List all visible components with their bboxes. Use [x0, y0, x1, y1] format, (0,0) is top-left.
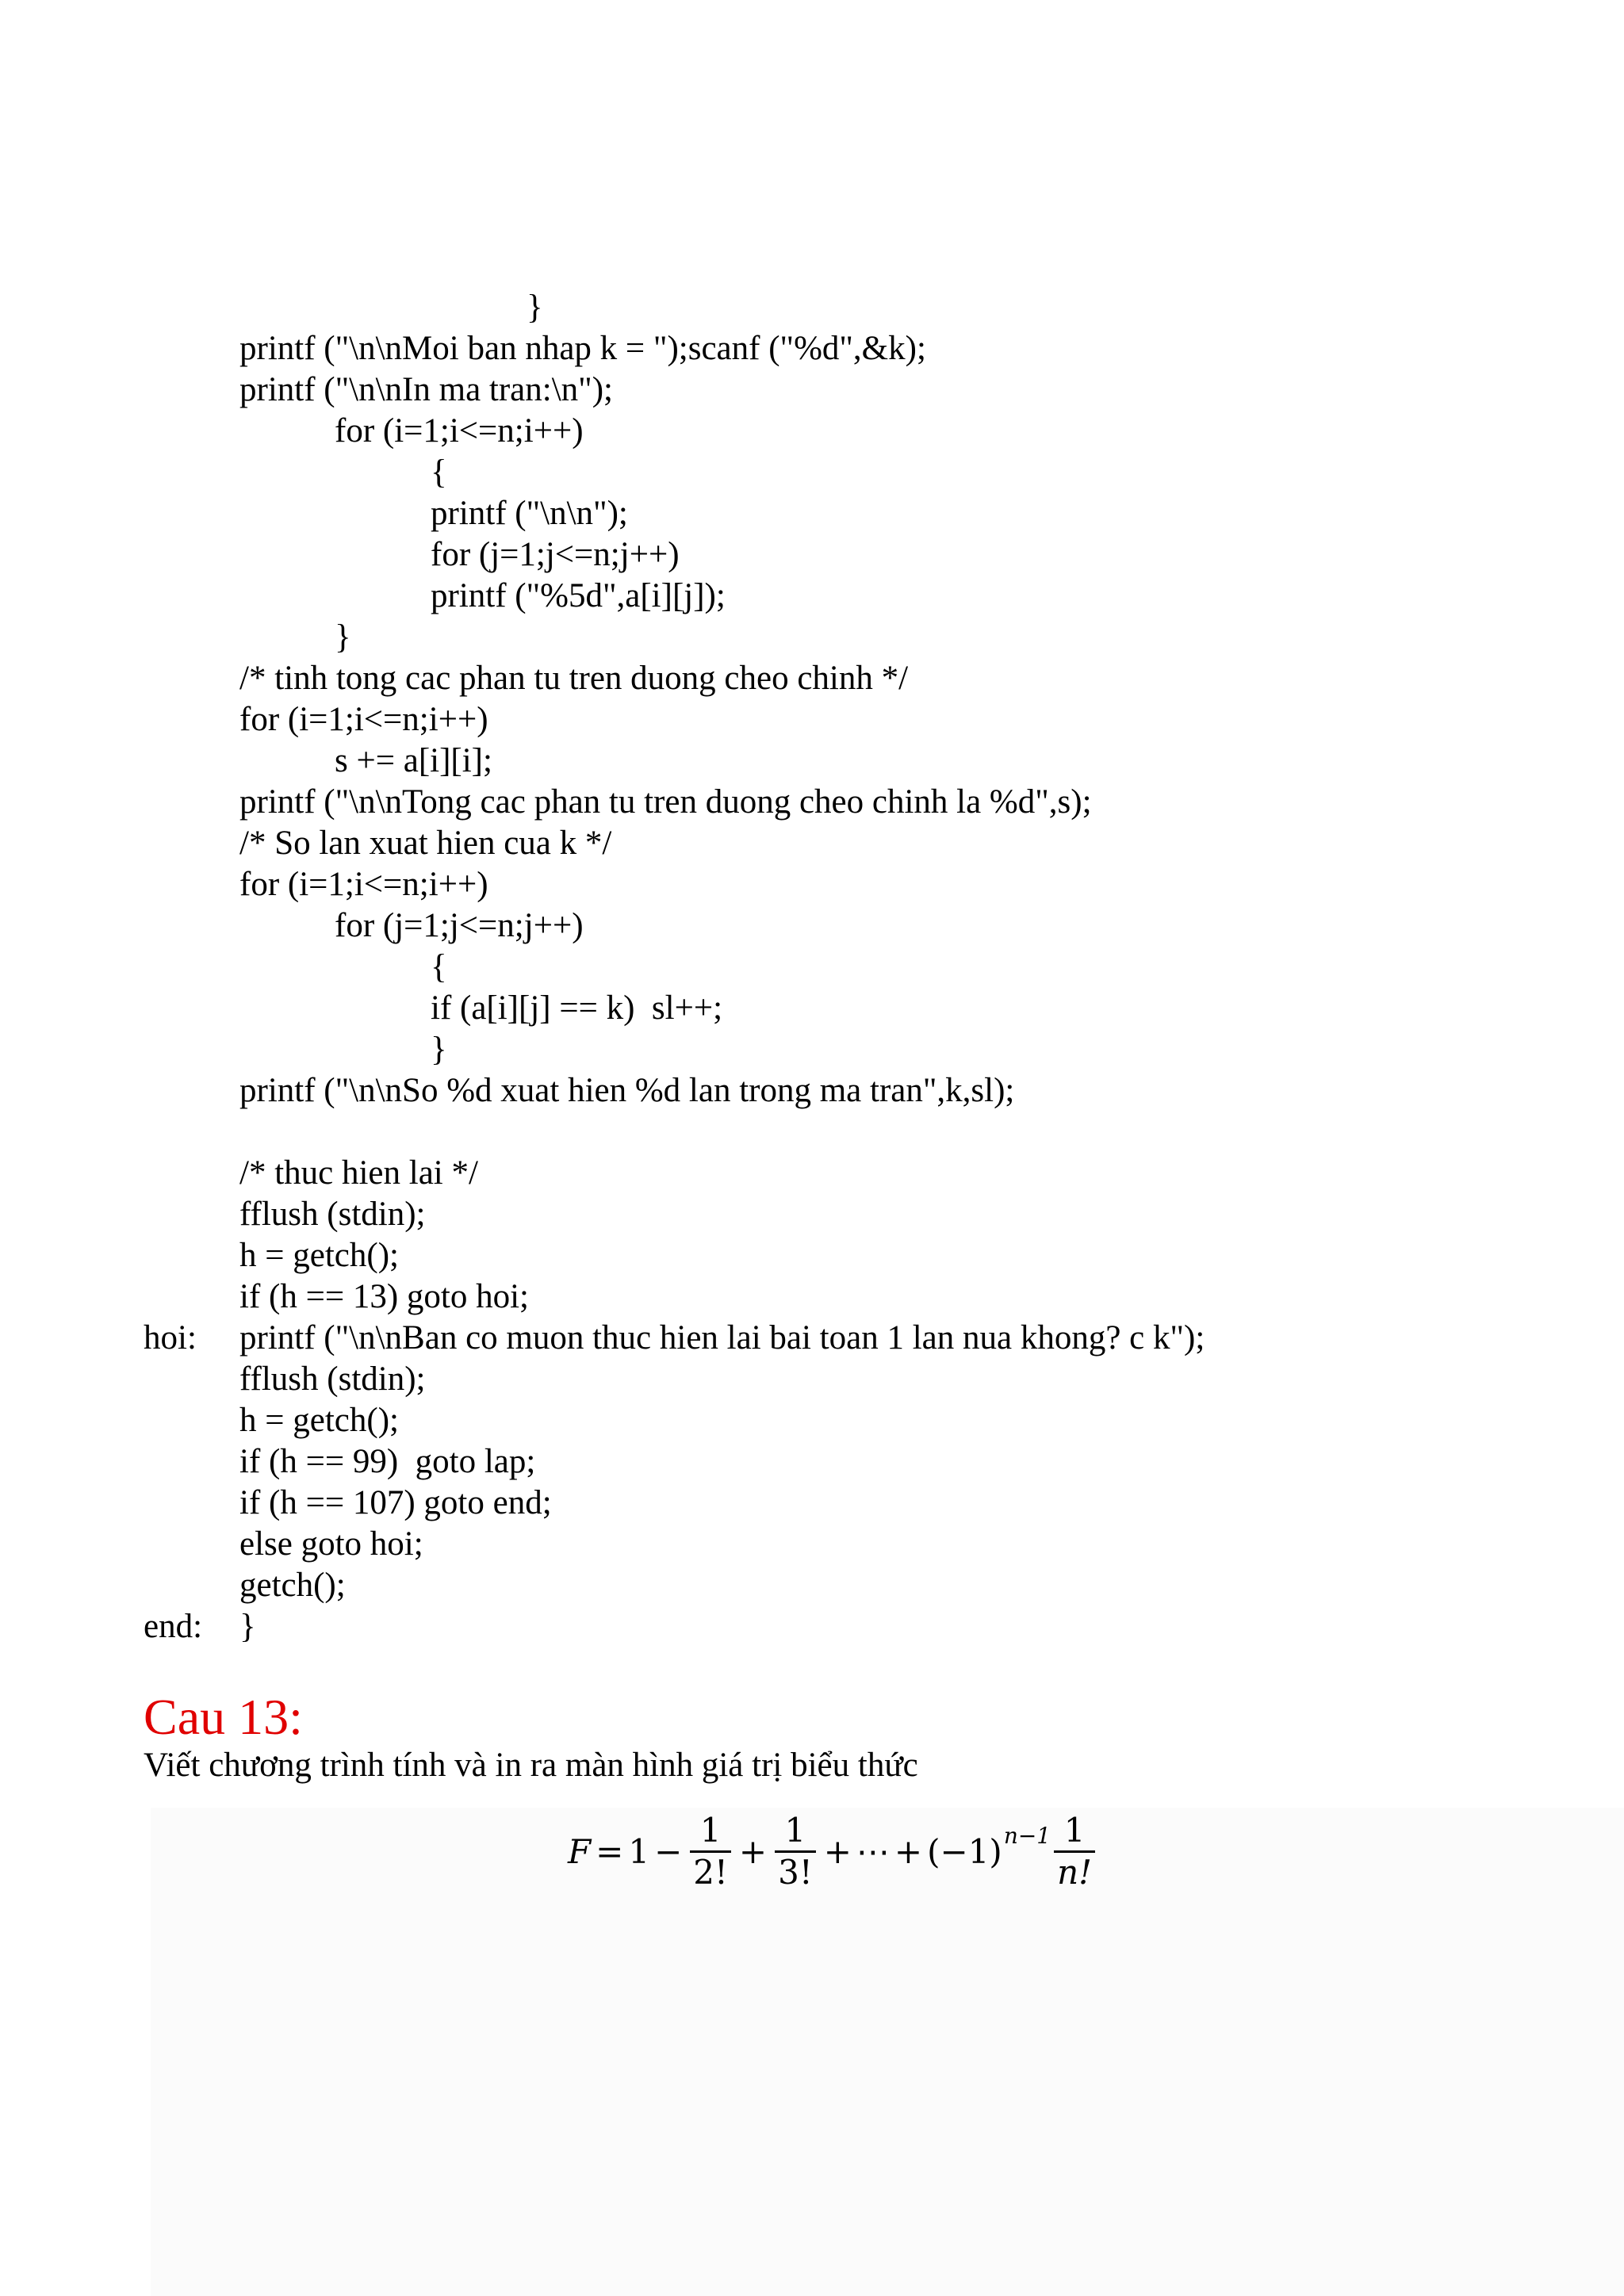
code-line — [0, 1318, 1624, 1359]
code-text: printf ("\n\nMoi ban nhap k = ");scanf ("%d",&k); — [239, 330, 926, 367]
code-label: hoi: — [144, 1319, 197, 1357]
code-line — [0, 1441, 1624, 1483]
code-line — [0, 411, 1624, 452]
code-line — [0, 617, 1624, 658]
code-line — [0, 1524, 1624, 1565]
code-label: end: — [144, 1608, 203, 1645]
formula-fraction-3 — [1054, 1812, 1095, 1891]
code-text: getch(); — [239, 1567, 346, 1604]
code-line — [0, 452, 1624, 493]
code-text: /* So lan xuat hien cua k */ — [239, 825, 612, 862]
code-text: s += a[i][i]; — [335, 742, 492, 779]
fraction-2-denominator: 3! — [775, 1850, 816, 1891]
code-text: for (i=1;i<=n;i++) — [239, 866, 488, 903]
code-text: printf ("\n\nBan co muon thuc hien lai bai toan 1 lan nua khong? c k"); — [239, 1319, 1205, 1357]
formula — [568, 1808, 1098, 1895]
code-line — [0, 905, 1624, 947]
code-text: { — [431, 948, 447, 985]
code-line — [0, 1400, 1624, 1441]
code-text: for (j=1;j<=n;j++) — [335, 907, 584, 944]
code-text: fflush (stdin); — [239, 1360, 426, 1398]
code-line — [0, 1606, 1624, 1647]
code-text: printf ("\n\nSo %d xuat hien %d lan trong ma tran",k,sl); — [239, 1072, 1015, 1109]
code-text: printf ("\n\nTong cac phan tu tren duong cheo chinh la %d",s); — [239, 783, 1092, 821]
code-text: } — [335, 618, 351, 656]
formula-plus-1: + — [738, 1831, 768, 1871]
code-line — [0, 328, 1624, 369]
code-text: fflush (stdin); — [239, 1196, 426, 1233]
code-line — [0, 493, 1624, 534]
code-text: else goto hoi; — [239, 1525, 423, 1563]
formula-fraction-2 — [775, 1812, 816, 1891]
code-text: if (a[i][j] == k) sl++; — [431, 989, 723, 1027]
formula-fraction-1 — [690, 1812, 731, 1891]
fraction-3-denominator: n! — [1054, 1850, 1095, 1891]
code-text: printf ("\n\n"); — [431, 495, 628, 532]
code-line — [0, 1194, 1624, 1235]
code-line — [0, 1153, 1624, 1194]
code-text: printf ("%5d",a[i][j]); — [431, 577, 726, 614]
code-text: } — [431, 1031, 447, 1068]
code-text: for (i=1;i<=n;i++) — [335, 412, 584, 450]
code-line — [0, 287, 1624, 328]
code-line — [0, 1565, 1624, 1606]
code-line — [0, 1112, 1624, 1153]
code-text: } — [239, 1608, 256, 1645]
code-text: for (i=1;i<=n;i++) — [239, 701, 488, 738]
code-text: if (h == 107) goto end; — [239, 1484, 552, 1521]
code-line — [0, 1483, 1624, 1524]
formula-minus: − — [654, 1831, 683, 1871]
fraction-1-numerator: 1 — [699, 1810, 722, 1850]
code-line — [0, 699, 1624, 740]
code-line — [0, 864, 1624, 905]
code-line — [0, 740, 1624, 782]
code-text: for (j=1;j<=n;j++) — [431, 536, 680, 573]
code-line — [0, 369, 1624, 411]
code-listing — [0, 287, 1624, 1647]
code-line — [0, 823, 1624, 864]
code-line — [0, 576, 1624, 617]
code-line — [0, 1276, 1624, 1318]
formula-first-term: 1 — [628, 1831, 650, 1871]
formula-exponent: n−1 — [1003, 1822, 1051, 1849]
formula-sign-term: (−1) — [927, 1831, 1002, 1871]
code-text: if (h == 99) goto lap; — [239, 1443, 536, 1480]
code-text: { — [431, 453, 447, 491]
section-heading: Cau 13: — [144, 1689, 303, 1745]
code-text: printf ("\n\nIn ma tran:\n"); — [239, 371, 613, 408]
formula-plus-2: + — [823, 1831, 852, 1871]
code-line — [0, 534, 1624, 576]
task-description: Viết chương trình tính và in ra màn hình giá trị biểu thức — [144, 1747, 918, 1784]
code-text: /* thuc hien lai */ — [239, 1154, 478, 1192]
fraction-2-numerator: 1 — [784, 1810, 806, 1850]
code-line — [0, 1359, 1624, 1400]
fraction-3-numerator: 1 — [1063, 1810, 1086, 1850]
formula-plus-3: + — [894, 1831, 923, 1871]
code-text: if (h == 13) goto hoi; — [239, 1278, 529, 1315]
formula-lhs: F — [568, 1831, 592, 1871]
code-line — [0, 782, 1624, 823]
code-line — [0, 1029, 1624, 1070]
code-text: h = getch(); — [239, 1402, 399, 1439]
formula-equals: = — [596, 1831, 624, 1871]
code-line — [0, 1070, 1624, 1112]
code-line — [0, 658, 1624, 699]
fraction-1-denominator: 2! — [690, 1850, 731, 1891]
formula-ellipsis: ⋯ — [856, 1831, 890, 1871]
code-text: } — [527, 289, 543, 326]
code-text: /* tinh tong cac phan tu tren duong cheo chinh */ — [239, 660, 909, 697]
code-line — [0, 988, 1624, 1029]
code-line — [0, 947, 1624, 988]
code-text: h = getch(); — [239, 1237, 399, 1274]
code-line — [0, 1235, 1624, 1276]
